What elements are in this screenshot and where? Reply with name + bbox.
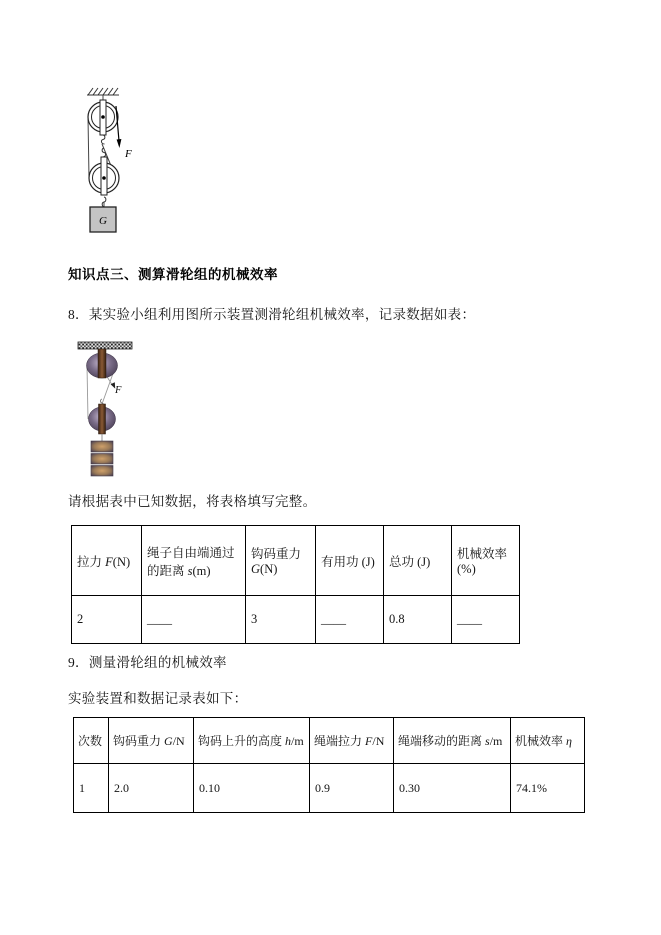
column-header: 总功 (J) [384,526,452,596]
question-8-text: 8．某实验小组利用图所示装置测滑轮组机械效率，记录数据如表： [68,307,476,322]
q8-data-table [71,525,520,644]
fixed-pulley [88,100,118,144]
column-header: 绳端移动的距离 s/m [394,718,511,764]
ceiling-bar [78,342,132,349]
force-arrow [116,106,121,148]
column-header: 钩码重力 G(N) [246,526,316,596]
movable-pulley [89,148,119,207]
column-header: 机械效率 (%) [452,526,520,596]
weight-stack [91,441,113,476]
movable-pulley [89,399,116,441]
force-label: F [115,385,122,396]
table-row [74,764,585,813]
table-cell: 0.9 [310,764,394,813]
table-cell: 1 [74,764,109,813]
table-cell: 0.30 [394,764,511,813]
table-cell: 3 [246,596,316,644]
force-label: F [125,148,132,160]
column-header: 绳端拉力 F/N [310,718,394,764]
table-cell: ____ [452,596,520,644]
fixed-pulley [87,349,118,378]
weight-label: G [99,215,107,227]
table-cell: ____ [142,596,246,644]
question-9-text: 9．测量滑轮组的机械效率 [68,655,227,670]
column-header: 次数 [74,718,109,764]
q9-subtext: 实验装置和数据记录表如下： [68,691,248,706]
column-header: 拉力 F(N) [72,526,142,596]
pulley-diagram-1 [80,84,145,234]
table-cell: 2.0 [109,764,194,813]
pulley-diagram-2 [75,340,137,480]
column-header: 钩码重力 G/N [109,718,194,764]
column-header: 有用功 (J) [316,526,384,596]
column-header: 机械效率 η [511,718,585,764]
column-header: 钩码上升的高度 h/m [194,718,310,764]
column-header: 绳子自由端通过的距离 s(m) [142,526,246,596]
table-cell: 0.10 [194,764,310,813]
table-cell: ____ [316,596,384,644]
header-row [72,526,520,596]
table-cell: 0.8 [384,596,452,644]
table-cell: 74.1% [511,764,585,813]
table-row [72,596,520,644]
q9-data-table [73,717,585,813]
section-heading: 知识点三、测算滑轮组的机械效率 [68,267,278,282]
header-row [74,718,585,764]
table-cell: 2 [72,596,142,644]
q8-fill-note: 请根据表中已知数据，将表格填写完整。 [68,494,317,509]
ceiling-hatch-icon [87,88,119,95]
